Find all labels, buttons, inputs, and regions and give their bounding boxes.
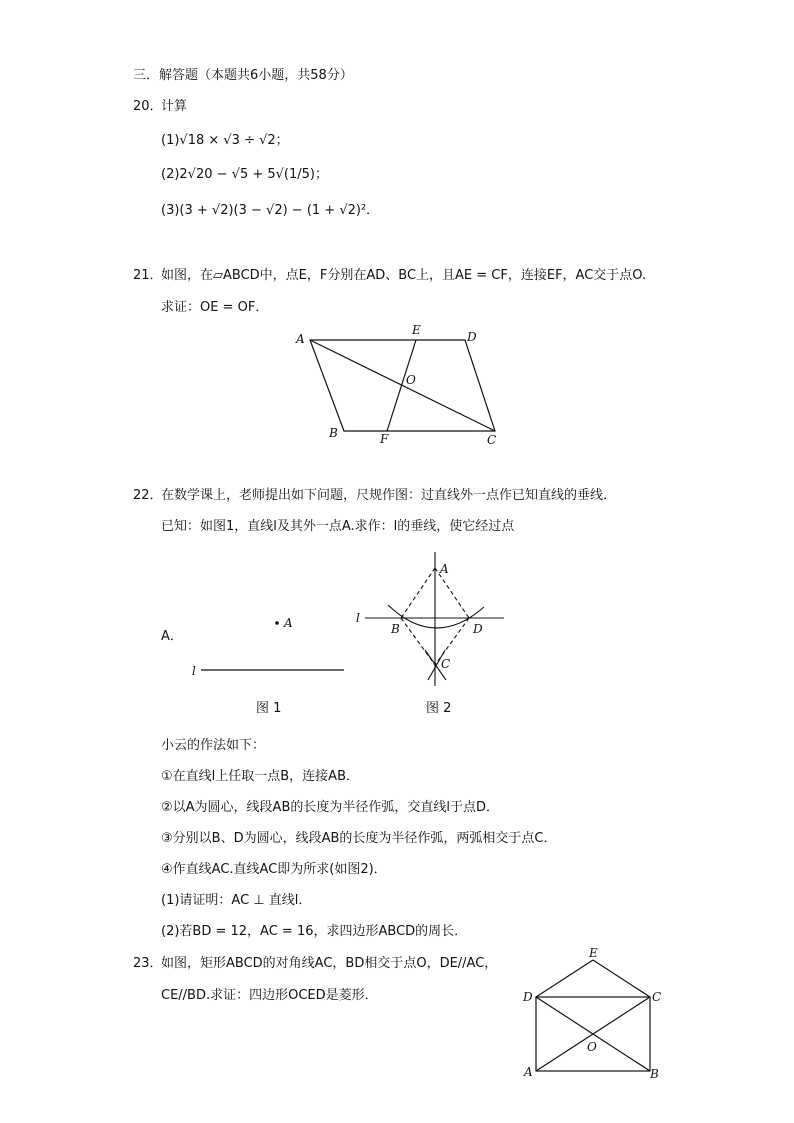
q21-line-2: 求证：OE = OF． <box>161 300 269 315</box>
q21-line-1: 如图，在▱ABCD中，点E，F分别在AD、BC上，且AE = CF，连接EF，AC交于点O. <box>161 268 647 283</box>
q22-method-title: 小云的作法如下： <box>161 738 266 753</box>
q22-line-1: 在数学课上，老师提出如下问题，尺规作图：过直线外一点作已知直线的垂线． <box>161 488 617 503</box>
label-e: E <box>412 323 421 337</box>
q20-part-3: (3)(3 + √2)(3 − √2) − (1 + √2)²． <box>161 203 380 218</box>
fig2-label-d: D <box>473 622 483 636</box>
fig2-label-b: B <box>391 622 400 636</box>
q22-number: 22． <box>133 488 163 503</box>
fig2-arc-c-2 <box>428 650 445 680</box>
q22-line-2: 已知：如图1，直线l及其外一点A.求作：l的垂线，使它经过点 <box>161 519 515 534</box>
fig2-arc-bd <box>388 605 484 628</box>
label-d: D <box>523 990 533 1004</box>
label-b: B <box>650 1067 659 1081</box>
diagonal-db <box>536 997 650 1071</box>
q22-step-3: ③分别以B、D为圆心，线段AB的长度为半径作弧，两弧相交于点C． <box>161 831 557 846</box>
parallelogram-abcd <box>310 340 495 431</box>
fig2-label-l: l <box>356 611 360 625</box>
label-c: C <box>487 433 497 447</box>
q23-number: 23． <box>133 956 163 971</box>
q22-step-2: ②以A为圆心，线段AB的长度为半径作弧，交直线l于点D． <box>161 800 499 815</box>
label-c: C <box>652 990 662 1004</box>
q20-part-2: (2)2√20 − √5 + 5√(1/5)； <box>161 167 329 182</box>
q20-title: 计算 <box>161 99 188 114</box>
q23-line-2: CE//BD.求证：四边形OCED是菱形． <box>161 988 378 1003</box>
q23-line-1: 如图，矩形ABCD的对角线AC，BD相交于点O，DE//AC， <box>161 956 498 971</box>
q22-sub-2: (2)若BD = 12，AC = 16，求四边形ABCD的周长． <box>161 924 468 939</box>
segment-ce <box>593 960 650 997</box>
diagonal-ac <box>536 997 650 1071</box>
segment-de <box>536 960 593 997</box>
fig2-label-c: C <box>441 657 451 671</box>
q22-step-1: ①在直线l上任取一点B，连接AB． <box>161 769 359 784</box>
fig2-caption: 图 2 <box>426 701 452 716</box>
fig1-point-a <box>275 621 279 625</box>
label-o: O <box>587 1040 597 1054</box>
q20-number: 20． <box>133 99 163 114</box>
fig1-label-a: A <box>284 616 293 630</box>
label-a: A <box>524 1065 533 1079</box>
label-e: E <box>589 946 598 960</box>
fig1-caption: 图 1 <box>256 701 282 716</box>
fig1-label-l: l <box>192 664 196 678</box>
q20-part-1: (1)√18 × √3 ÷ √2； <box>161 133 289 148</box>
rectangle-abcd <box>536 997 650 1071</box>
q22-sub-1: (1)请证明：AC ⊥ 直线l． <box>161 893 312 908</box>
q22-line-3: A． <box>161 629 183 644</box>
label-o: O <box>406 373 416 387</box>
q22-step-4: ④作直线AC.直线AC即为所求(如图2)． <box>161 862 387 877</box>
fig2-label-a: A <box>440 562 449 576</box>
label-f: F <box>380 432 389 446</box>
diagonal-ac <box>310 340 495 431</box>
label-d: D <box>467 330 477 344</box>
section-title: 三．解答题（本题共6小题，共58分） <box>133 68 353 83</box>
label-b: B <box>329 426 338 440</box>
segment-ef <box>387 340 416 431</box>
q21-number: 21． <box>133 268 163 283</box>
fig2-arc-c-1 <box>425 650 446 680</box>
fig2-dashed-rhombus <box>401 568 469 665</box>
label-a: A <box>296 332 305 346</box>
